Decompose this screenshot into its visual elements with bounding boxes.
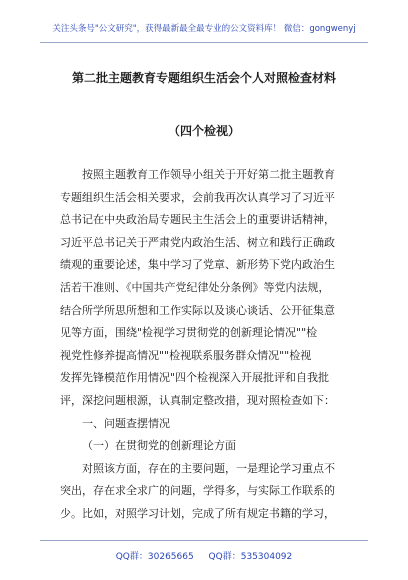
body-line: 专题组织生活会相关要求，会前我再次认真学习了习近平 [60,190,335,204]
body-line: 按照主题教育工作领导小组关于开好第二批主题教育 [82,168,335,181]
section-heading: 一、问题查摆情况 [82,416,170,430]
page-footer [40,540,368,569]
body-line: 突出，存在求全求广的问题，学得多，与实际工作联系的 [60,484,335,498]
body-line: 评，深挖问题根源，认真制定整改措，现对照检查如下： [60,393,335,407]
body-line: 少。比如，对照学习计划，完成了所有规定书籍的学习， [60,506,335,520]
body-line: 发挥先锋模范作用情况"四个检视深入开展批评和自我批 [60,371,330,385]
body-line: 总书记在中央政治局专题民主生活会上的重要讲话精神， [60,213,335,227]
document-body [60,164,360,526]
document-subtitle: （四个检视） [167,124,240,138]
document-title: 第二批主题教育专题组织生活会个人对照检查材料 [71,71,336,85]
body-line: 视党性修养提高情况""检视联系服务群众情况""检视 [60,348,312,362]
footer-contact: QQ群：30265665 QQ群：535304092 [115,552,293,562]
body-line: 活若干准则、《中国共产党纪律处分条例》等党内法规， [60,280,330,294]
body-line: 绩观的重要论述，集中学习了党章、新形势下党内政治生 [60,258,335,272]
body-line: 对照该方面，存在的主要问题，一是理论学习重点不 [82,461,335,475]
body-line: 结合所学所思所想和工作实际以及谈心谈话、公开征集意 [60,303,335,317]
header-notice: 关注头条号"公文研究"，获得最新最全最专业的公文资料库！ 微信：gongwenyj [52,24,356,34]
page-header [40,12,368,43]
subsection-heading: （一）在贯彻党的创新理论方面 [82,439,236,453]
body-line: 见等方面，围绕"检视学习贯彻党的创新理论情况""检 [60,326,318,340]
body-line: 习近平总书记关于严肃党内政治生活、树立和践行正确政 [60,235,335,249]
